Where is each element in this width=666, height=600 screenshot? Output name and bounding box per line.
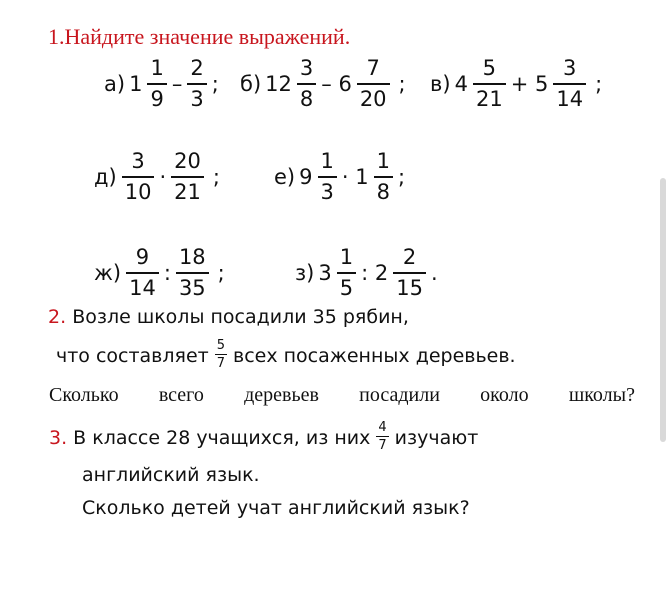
expr-e-num2: 1 (376, 149, 390, 174)
expr-a-den1: 9 (150, 86, 164, 111)
expr-v-frac2 (553, 57, 586, 111)
expr-e-operator: · 1 (341, 165, 369, 189)
task2-number: 2. (48, 306, 67, 328)
expr-v-num2: 3 (563, 56, 577, 81)
expr-d-den1: 10 (124, 179, 152, 204)
task3-line1-before: В классе 28 учащихся, из них (73, 427, 371, 449)
expr-e-frac1 (318, 150, 337, 204)
expr-v-frac1 (473, 57, 506, 111)
expr-v-operator: + 5 (510, 72, 549, 96)
task3-line1-after: изучают (394, 427, 479, 449)
fraction-bar (553, 83, 586, 85)
expr-zh-den1: 14 (129, 275, 156, 300)
expr-b-operator: – 6 (321, 72, 352, 96)
expr-z-whole1: 3 (318, 261, 332, 285)
expr-d-operator: · (159, 165, 167, 189)
expr-v-num1: 5 (482, 56, 496, 81)
fraction-bar (126, 272, 159, 274)
expr-d-num2: 20 (174, 149, 201, 174)
expr-a-whole1: 1 (129, 72, 143, 96)
expr-b-whole1: 12 (265, 72, 292, 96)
expr-zh-operator: : (163, 261, 171, 285)
expr-b-end: ; (398, 72, 406, 96)
expr-a-num1: 1 (150, 56, 164, 81)
expr-a-end: ; (211, 72, 219, 96)
expr-e-whole1: 9 (299, 165, 313, 189)
expr-v-den2: 14 (556, 86, 584, 111)
task2-question-word: всего (158, 384, 204, 406)
fraction-bar (297, 83, 316, 85)
task2-question-word: Сколько (49, 384, 119, 406)
expr-v-den1: 21 (475, 86, 503, 111)
expr-a-label: а) (104, 72, 126, 96)
expr-d-num1: 3 (131, 149, 145, 174)
fraction-bar (374, 176, 393, 178)
expr-a-frac1 (147, 57, 166, 111)
expr-d (92, 147, 222, 207)
fraction-bar (473, 83, 506, 85)
expr-e-label: е) (274, 165, 296, 189)
expr-z-operator: : 2 (361, 261, 389, 285)
expr-z-frac1 (337, 246, 356, 300)
expr-b-frac2 (357, 57, 390, 111)
fraction-bar (171, 176, 204, 178)
fraction-bar (122, 176, 155, 178)
expr-e-frac2 (374, 150, 393, 204)
expr-zh-frac2 (176, 246, 209, 300)
expr-e-den2: 8 (376, 179, 390, 204)
task2-frac-den: 7 (216, 355, 225, 371)
task2-line1 (48, 306, 409, 328)
expr-d-end: ; (212, 165, 220, 189)
task2-frac-num: 5 (216, 337, 225, 353)
task2-line2 (56, 336, 516, 376)
fraction-bar (376, 436, 388, 437)
task3-fraction (376, 421, 388, 452)
task2-line1-text: Возле школы посадили 35 рябин, (72, 306, 409, 328)
expr-z-num1: 1 (339, 245, 354, 270)
expr-z-label: з) (295, 261, 315, 285)
vertical-scrollbar[interactable] (660, 178, 666, 442)
fraction-bar (176, 272, 209, 274)
expr-d-frac2 (171, 150, 204, 204)
fraction-bar (393, 272, 426, 274)
task3-line2: английский язык. (82, 464, 260, 486)
expr-z-num2: 2 (402, 245, 417, 270)
expr-v-end: ; (595, 72, 603, 96)
expr-b-den2: 20 (359, 86, 387, 111)
task2-question (49, 384, 635, 407)
expr-zh-label: ж) (94, 261, 122, 285)
task1-title: 1.Найдите значение выражений. (48, 24, 351, 49)
task3-line1 (49, 418, 478, 458)
fraction-bar (147, 83, 166, 85)
fraction-bar (357, 83, 390, 85)
expr-zh-end: ; (217, 261, 225, 285)
expr-v (428, 54, 604, 114)
task2-question-word: деревьев (244, 384, 319, 406)
expr-e (272, 147, 407, 207)
task2-question-word: около (480, 384, 529, 406)
task3-number: 3. (49, 427, 68, 449)
expr-b-num2: 7 (366, 56, 380, 81)
expr-z-den1: 5 (339, 275, 354, 300)
expr-e-num1: 1 (320, 149, 334, 174)
expr-z (293, 243, 440, 303)
expr-d-den2: 21 (174, 179, 201, 204)
expr-a (102, 54, 221, 114)
expr-b-den1: 8 (299, 86, 314, 111)
expr-a-num2: 2 (190, 56, 204, 81)
expr-zh (92, 243, 227, 303)
expr-e-den1: 3 (320, 179, 334, 204)
task2-fraction (215, 339, 227, 370)
fraction-bar (337, 272, 356, 274)
task3-frac-den: 7 (378, 437, 387, 453)
fraction-bar (187, 83, 206, 85)
expr-b-frac1 (297, 57, 316, 111)
expr-b (238, 54, 408, 114)
fraction-bar (215, 354, 227, 355)
expr-a-operator: – (171, 72, 183, 96)
task2-line2-after: всех посаженных деревьев. (233, 345, 516, 367)
expr-z-den2: 15 (396, 275, 423, 300)
fraction-bar (318, 176, 337, 178)
expr-d-label: д) (94, 165, 117, 189)
task3-frac-num: 4 (378, 419, 387, 435)
expr-a-den2: 3 (190, 86, 204, 111)
task2-line2-before: что составляет (56, 345, 209, 367)
expr-a-frac2 (187, 57, 206, 111)
expr-b-num1: 3 (299, 56, 314, 81)
task2-question-word: посадили (359, 384, 440, 406)
expr-zh-num1: 9 (135, 245, 150, 270)
expr-d-frac1 (122, 150, 155, 204)
expr-zh-frac1 (126, 246, 159, 300)
expr-zh-num2: 18 (178, 245, 206, 270)
task2-question-word: школы? (568, 384, 635, 406)
expr-z-frac2 (393, 246, 426, 300)
expr-b-label: б) (240, 72, 262, 96)
expr-z-end: . (430, 261, 438, 285)
task3-line3: Сколько детей учат английский язык? (82, 497, 470, 519)
expr-e-end: ; (397, 165, 406, 189)
expr-v-whole1: 4 (454, 72, 468, 96)
expr-zh-den2: 35 (178, 275, 206, 300)
expr-v-label: в) (430, 72, 451, 96)
